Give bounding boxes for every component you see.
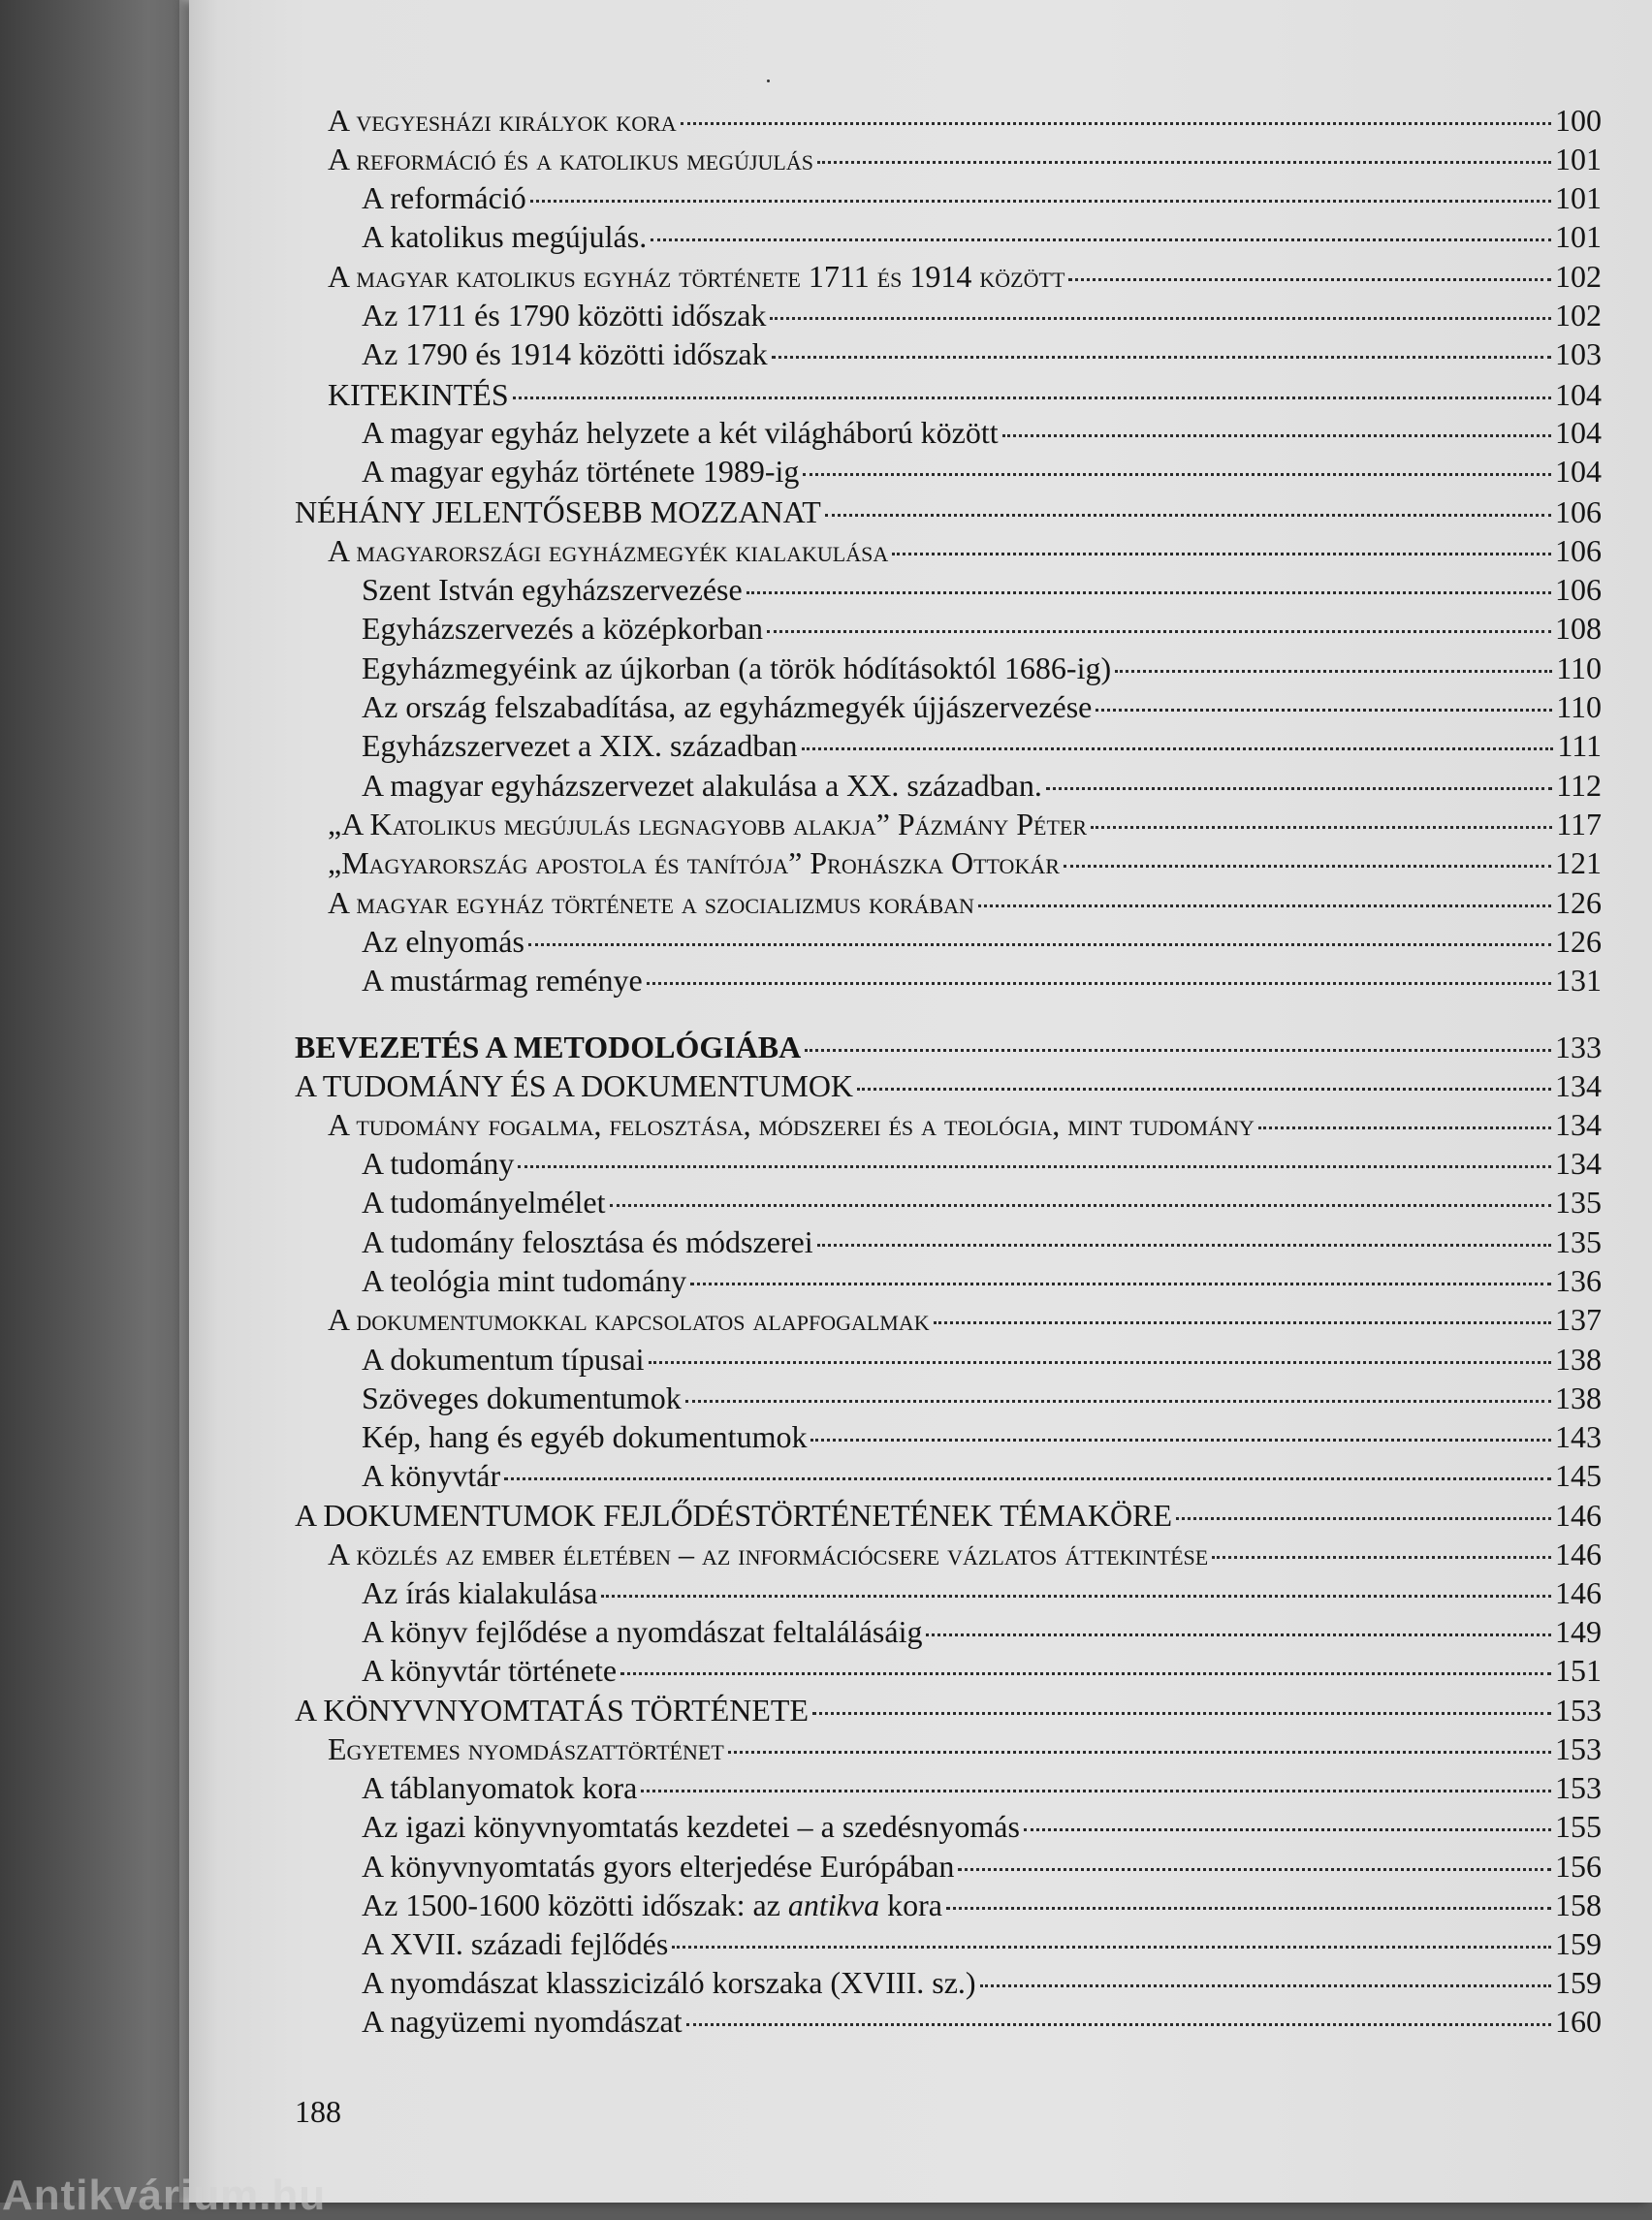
toc-entry-title: A könyv fejlődése a nyomdászat feltalálásáig [362,1614,923,1649]
toc-entry-title: A dokumentum típusai [362,1342,645,1377]
toc-entry-title: NÉHÁNY JELENTŐSEBB MOZZANAT [295,494,821,529]
toc-entry-title: „Magyarország apostola és tanítója” Prohászka Ottokár [328,845,1060,880]
dot-leader [518,1165,1551,1168]
toc-entry-title: A tudomány [362,1146,515,1181]
toc-entry-page: 102 [1555,259,1602,294]
toc-entry-page: 101 [1555,180,1602,215]
toc-entry [328,103,1602,138]
toc-entry-title: A nagyüzemi nyomdászat [362,2004,683,2039]
toc-entry-title: A reformáció [362,180,526,215]
dot-leader [728,1751,1551,1754]
toc-entry [362,1926,1602,1961]
dot-leader [1068,278,1551,281]
toc-entry-page: 134 [1555,1068,1602,1103]
dot-leader [1258,1126,1551,1129]
toc-entry-page: 136 [1555,1263,1602,1298]
dot-leader [747,591,1551,594]
toc-entry-title: A magyar egyházszervezet alakulása a XX. században. [362,768,1042,803]
toc-entry-title: Kép, hang és egyéb dokumentumok [362,1419,808,1454]
toc-entry-page: 111 [1557,728,1602,763]
toc-entry-page: 117 [1556,807,1602,841]
dot-leader [672,1946,1551,1949]
toc-entry [362,1224,1602,1259]
toc-entry-page: 126 [1555,924,1602,959]
toc-entry [362,1809,1602,1844]
toc-entry-title: A közlés az ember életében – az információcsere vázlatos áttekintése [328,1537,1209,1571]
toc-entry-title: Az írás kialakulása [362,1575,598,1610]
dot-leader [767,630,1551,633]
dot-leader [825,514,1551,517]
toc-entry [328,885,1602,920]
dot-leader [651,238,1551,241]
toc-entry [328,142,1602,176]
toc-entry-title: KITEKINTÉS [328,377,509,412]
toc-entry [328,807,1602,841]
dot-leader [1176,1517,1551,1520]
toc-entry [362,1614,1602,1649]
toc-entry-title: Egyházmegyéink az újkorban (a török hódításoktól 1686-ig) [362,650,1112,685]
toc-entry-page: 104 [1555,415,1602,450]
toc-entry [295,1498,1602,1533]
toc-entry-title: Szent István egyházszervezése [362,572,743,607]
toc-entry [362,1887,1602,1922]
dot-leader [1091,826,1552,829]
toc-entry [328,533,1602,568]
toc-entry [362,2004,1602,2039]
toc-entry-title: Az ország felszabadítása, az egyházmegyék újjászervezése [362,689,1093,724]
toc-entry [362,336,1602,371]
toc-entry-page: 153 [1555,1731,1602,1766]
dot-leader [934,1321,1551,1324]
toc-entry [362,1770,1602,1805]
toc-entry-title: A KÖNYVNYOMTATÁS TÖRTÉNETE [295,1693,810,1728]
dot-leader [528,943,1551,946]
toc-entry [328,845,1602,880]
toc-entry-page: 101 [1555,142,1602,176]
toc-entry [362,1342,1602,1377]
toc-entry [362,1263,1602,1298]
toc-entry-title: A magyar egyház története a szocializmus korában [328,885,974,920]
toc-entry-page: 143 [1555,1419,1602,1454]
dot-leader [978,904,1551,907]
toc-entry [362,963,1602,998]
toc-entry [362,1146,1602,1181]
toc-entry-title: A könyvtár [362,1458,501,1493]
toc-entry [362,180,1602,215]
toc-entry-title: A táblanyomatok kora [362,1770,638,1805]
toc-entry-title [362,1887,942,1922]
toc-entry [362,924,1602,959]
dot-leader [690,1283,1551,1285]
toc-entry-page: 134 [1555,1107,1602,1142]
dot-leader [1115,670,1552,673]
dot-leader [686,2023,1551,2026]
dot-leader [685,1400,1551,1403]
toc-entry-page: 112 [1556,768,1602,803]
toc-entry-page: 126 [1555,885,1602,920]
toc-entry-title: A katolikus megújulás. [362,219,648,254]
toc-entry [362,1380,1602,1415]
toc-entry-page: 100 [1555,103,1602,138]
toc-entry-title: A XVII. századi fejlődés [362,1926,669,1961]
dot-leader [770,317,1551,320]
toc-entry-title: „A Katolikus megújulás legnagyobb alakja” Pázmány Péter [328,807,1088,841]
toc-entry [328,1302,1602,1337]
toc-entry-title: A reformáció és a katolikus megújulás [328,142,813,176]
toc-entry-title: A mustármag reménye [362,963,643,998]
toc-entry-title: A vegyesházi királyok kora [328,103,677,138]
toc-entry-title: Az igazi könyvnyomtatás kezdetei – a szedésnyomás [362,1809,1020,1844]
toc-entry-title: A TUDOMÁNY ÉS A DOKUMENTUMOK [295,1068,854,1103]
dot-leader [610,1204,1552,1207]
dot-leader [857,1088,1551,1091]
toc-entry [295,1693,1602,1728]
toc-entry [362,650,1602,685]
toc-entry-page: 160 [1555,2004,1602,2039]
dot-leader [772,356,1551,359]
toc-entry-title-part: Az 1500-1600 közötti időszak: az [362,1887,788,1922]
toc-entry-page: 121 [1555,845,1602,880]
toc-entry-title: A teológia mint tudomány [362,1263,687,1298]
toc-entry-title-part: kora [879,1887,942,1922]
toc-entry [328,1731,1602,1766]
toc-entry [362,415,1602,450]
toc-entry-page: 149 [1555,1614,1602,1649]
toc-entry [362,298,1602,333]
dot-leader [1096,709,1552,712]
toc-entry-title: Szöveges dokumentumok [362,1380,682,1415]
toc-entry-title: A magyar egyház története 1989-ig [362,454,800,489]
toc-entry-page: 146 [1555,1537,1602,1571]
watermark: Antikvárium.hu [2,2172,327,2219]
dot-leader [1046,787,1552,790]
dot-leader [817,1244,1551,1247]
toc-entry-page: 106 [1555,494,1602,529]
toc-entry [362,1185,1602,1220]
dot-leader [504,1477,1551,1480]
toc-entry-title: A tudomány fogalma, felosztása, módszerei és a teológia, mint tudomány [328,1107,1255,1142]
toc-entry-page: 110 [1556,650,1602,685]
dot-leader [958,1868,1551,1871]
toc-entry [362,572,1602,607]
toc-entry [362,1458,1602,1493]
dot-leader [810,1439,1551,1442]
toc-entry-title: A nyomdászat klasszicizáló korszaka (XVIII. sz.) [362,1965,976,2000]
toc-entry-page: 101 [1555,219,1602,254]
dot-leader [805,1049,1551,1052]
toc-entry-page: 158 [1555,1887,1602,1922]
toc-entry-title: Egyetemes nyomdászattörténet [328,1731,724,1766]
toc-entry [362,1653,1602,1688]
toc-entry [295,1068,1602,1103]
dot-leader [647,982,1551,985]
dot-leader [601,1595,1551,1598]
toc-entry-page: 137 [1555,1302,1602,1337]
toc-entry-title: Egyházszervezet a XIX. században [362,728,798,763]
toc-entry-page: 145 [1555,1458,1602,1493]
dot-leader [1002,434,1551,437]
toc-entry-page: 104 [1555,377,1602,412]
toc-entry [362,768,1602,803]
toc-entry-page: 106 [1555,533,1602,568]
toc-entry-title: BEVEZETÉS A METODOLÓGIÁBA [295,1030,802,1064]
dot-leader [946,1907,1551,1910]
toc-entry-page: 156 [1555,1849,1602,1884]
toc-entry [362,1849,1602,1884]
toc-entry [328,259,1602,294]
dot-leader [681,122,1551,125]
toc-entry-page: 146 [1555,1575,1602,1610]
toc-entry-title: A magyarországi egyházmegyék kialakulása [328,533,889,568]
toc-entry-page: 146 [1555,1498,1602,1533]
toc-entry-page: 110 [1556,689,1602,724]
toc-entry-title: A tudomány felosztása és módszerei [362,1224,813,1259]
toc-entry [362,611,1602,646]
toc-entry-page: 134 [1555,1146,1602,1181]
toc-entry-page: 138 [1555,1380,1602,1415]
dot-leader [926,1633,1551,1636]
toc-entry-page: 159 [1555,1965,1602,2000]
toc-entry-page: 108 [1555,611,1602,646]
toc-entry-page: 104 [1555,454,1602,489]
dot-leader [649,1361,1551,1364]
dot-leader [817,161,1551,164]
toc-entry [362,1575,1602,1610]
toc-entry-page: 151 [1555,1653,1602,1688]
dot-leader [1024,1828,1551,1831]
toc-entry-page: 153 [1555,1693,1602,1728]
toc-entry-title: Egyházszervezés a középkorban [362,611,763,646]
toc-entry-page: 135 [1555,1224,1602,1259]
toc-entry [328,377,1602,412]
toc-entry [295,1030,1602,1064]
toc-entry [362,1965,1602,2000]
dot-leader [513,396,1551,399]
toc-entry-page: 138 [1555,1342,1602,1377]
toc-entry [328,1107,1602,1142]
toc-entry-title: A DOKUMENTUMOK FEJLŐDÉSTÖRTÉNETÉNEK TÉMAKÖRE [295,1498,1172,1533]
toc-entry-page: 102 [1555,298,1602,333]
dot-leader [812,1712,1551,1715]
toc-entry-page: 135 [1555,1185,1602,1220]
toc-entry-title-italic: antikva [787,1887,880,1922]
toc-entry-title: Az 1790 és 1914 közötti időszak [362,336,768,371]
toc-entry-page: 103 [1555,336,1602,371]
dot-leader [530,200,1551,203]
toc-entry-page: 159 [1555,1926,1602,1961]
toc-entry-title: A könyvnyomtatás gyors elterjedése Európában [362,1849,955,1884]
dot-leader [980,1984,1551,1987]
toc-entry-title: A magyar katolikus egyház története 1711 és 1914 között [328,259,1065,294]
dot-leader [802,747,1554,750]
toc-entry-page: 153 [1555,1770,1602,1805]
toc-entry-title: Az 1711 és 1790 közötti időszak [362,298,767,333]
dot-leader [641,1790,1551,1792]
toc-entry [362,728,1602,763]
dot-leader [1212,1556,1551,1559]
toc-entry-title: Az elnyomás [362,924,524,959]
toc-entry [328,1537,1602,1571]
toc-entry [362,219,1602,254]
toc-entry-page: 131 [1555,963,1602,998]
toc-entry [362,454,1602,489]
toc-entry-title: A tudományelmélet [362,1185,606,1220]
dot-leader [803,473,1551,476]
toc-entry-page: 133 [1555,1030,1602,1064]
dot-leader [620,1672,1551,1675]
toc-entry [295,494,1602,529]
toc-entry-title: A könyvtár története [362,1653,618,1688]
dot-leader [892,553,1551,555]
toc-entry [362,1419,1602,1454]
page-number: 188 [295,2094,341,2129]
toc-entry-title: A magyar egyház helyzete a két világháború között [362,415,999,450]
toc-entry-title: A dokumentumokkal kapcsolatos alapfogalmak [328,1302,930,1337]
toc-entry-page: 155 [1555,1809,1602,1844]
dot-leader [1064,865,1551,868]
toc-entry [362,689,1602,724]
toc-entry-page: 106 [1555,572,1602,607]
